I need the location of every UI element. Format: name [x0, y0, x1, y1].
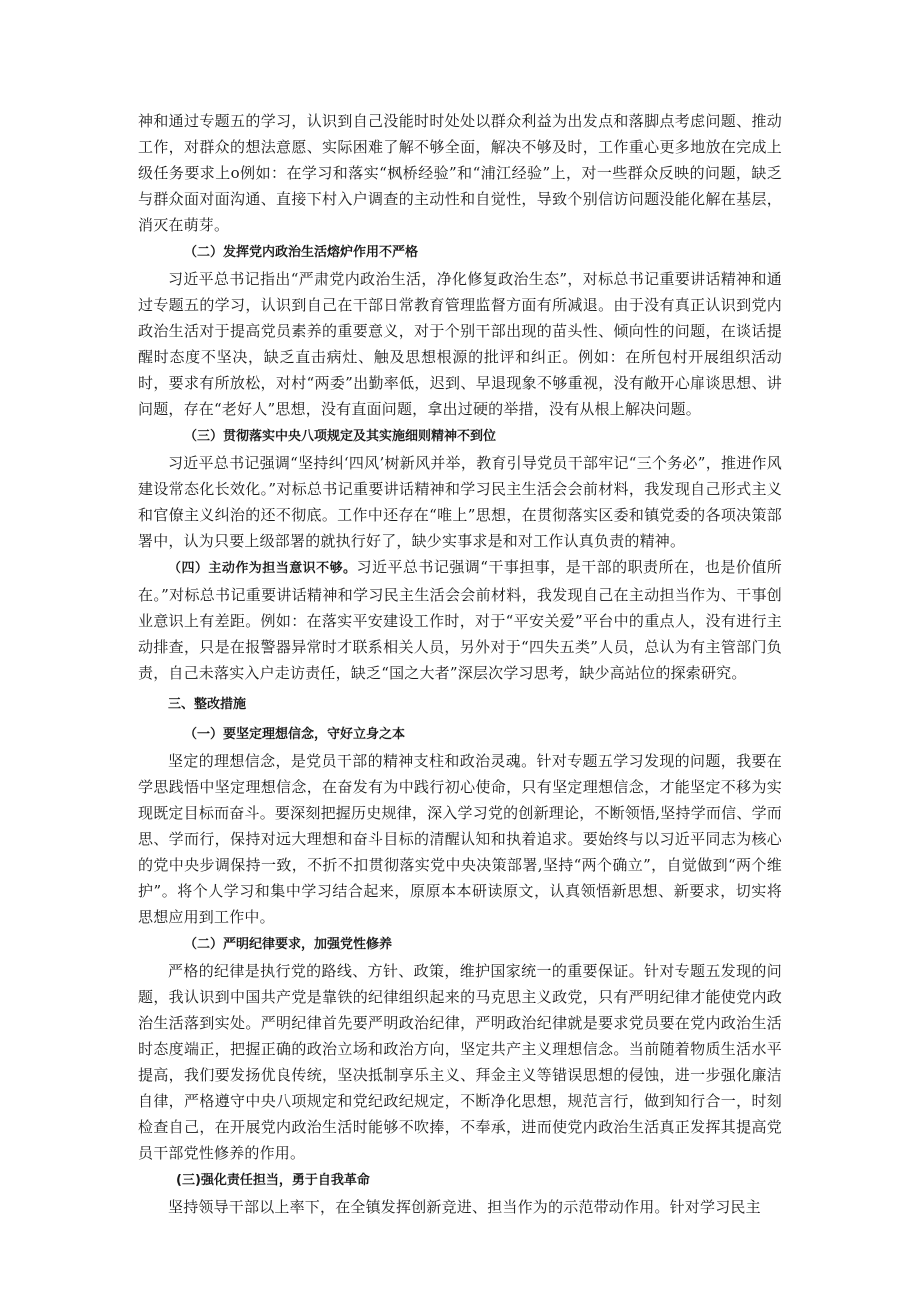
heading-3-eight-rules: （三）贯彻落实中央八项规定及其实施细则精神不到位 — [184, 429, 497, 444]
paragraph-initiative — [138, 554, 782, 686]
measure-3-heading: (三)强化责任担当，勇于自我革命 — [176, 1173, 370, 1188]
measure-1-paragraph: 坚定的理想信念，是党员干部的精神支柱和政治灵魂。针对专题五学习发现的问题，我要在学思践悟中坚定理想信念，在奋发有为中践行初心使命，只有坚定理想信念，才能坚定不移为实现既定目标而奋斗。要深刻把握历史规律，深入学习党的创新理论，不断领悟,坚持学而信、学而思、学而行，保持对远大理想和奋斗目标的清醒认知和执着追求。要始终与以习近平同志为核心的党中央步调保持一致，不折不扣贯彻落实党中央决策部署,坚持“两个确立”，自觉做到“两个维护”。将个人学习和集中学习结合起来，原原本本研读原文，认真领悟新思想、新要求，切实将思想应用到工作中。 — [138, 752, 782, 926]
section-title-rectification: 三、整改措施 — [168, 697, 247, 712]
paragraph-continued: 神和通过专题五的学习，认识到自己没能时时处处以群众利益为出发点和落脚点考虑问题、推动工作，对群众的想法意愿、实际困难了解不够全面，解决不够及时，工作重心更多地放在完成上级任务要求上o例如：在学习和落实“枫桥经验”和“浦江经验”上，对一些群众反映的问题，缺乏与群众面对面沟通、直接下村入户调查的主动性和自觉性，导致个别信访问题没能化解在基层，消灭在萌芽。 — [138, 112, 782, 234]
document-page — [138, 108, 782, 1220]
paragraph-initiative-text: 习近平总书记强调“干事担事，是干部的职责所在，也是价值所在。”对标总书记重要讲话精神和学习民主生活会会前材料，我发现自己在主动担当作为、干事创业意识上有差距。例如：在落实平安建设工作时，对于“平安关爱”平台中的重点人，没有进行主动排查，只是在报警器异常时才联系相关人员，另外对于“四失五类”人员，总认为有主管部门负责，自己未落实入户走访责任，缺乏“国之大者”深层次学习思考，缺少高站位的探索研究。 — [138, 558, 782, 682]
measure-2-paragraph: 严格的纪律是执行党的路线、方针、政策，维护国家统一的重要保证。针对专题五发现的问题，我认识到中国共产党是靠铁的纪律组织起来的马克思主义政党，只有严明纪律才能使党内政治生活落到实处。严明纪律首先要严明政治纪律，严明政治纪律就是要求党员要在党内政治生活时态度端正，把握正确的政治立场和政治方向，坚定共产主义理想信念。当前随着物质生活水平提高，我们要发扬优良传统，坚决抵制享乐主义、拜金主义等错误思想的侵蚀，进一步强化廉洁自律，严格遵守中央八项规定和党纪政纪规定，不断净化思想，规范言行，做到知行合一，时刻检查自己，在开展党内政治生活时能够不吹捧，不奉承，进而使党内政治生活真正发挥其提高党员干部党性修养的作用。 — [138, 962, 782, 1162]
heading-4-initiative: （四）主动作为担当意识不够。 — [168, 561, 357, 576]
measure-1-heading: （一）要坚定理想信念，守好立身之本 — [184, 727, 406, 742]
heading-2-political-life: （二）发挥党内政治生活熔炉作用不严格 — [184, 245, 419, 260]
paragraph-eight-rules: 习近平总书记强调“坚持纠‘四风’树新风并举，教育引导党员干部牢记“三个务必”，推进作风建设常态化长效化。”对标总书记重要讲话精神和学习民主生活会会前材料，我发现自己形式主义和官僚主义纠治的还不彻底。工作中还存在“唯上”思想，在贯彻落实区委和镇党委的各项决策部署中，认为只要上级部署的就执行好了，缺少实事求是和对工作认真负责的精神。 — [138, 454, 782, 550]
paragraph-political-life: 习近平总书记指出“严肃党内政治生活，净化修复政治生态”，对标总书记重要讲话精神和通过专题五的学习，认识到自己在干部日常教育管理监督方面有所减退。由于没有真正认识到党内政治生活对于提高党员素养的重要意义，对于个别干部出现的苗头性、倾向性的问题，在谈话提醒时态度不坚决，缺乏直击病灶、触及思想根源的批评和纠正。例如：在所包村开展组织活动时，要求有所放松，对村“两委”出勤率低，迟到、早退现象不够重视，没有敞开心扉谈思想、讲问题，存在“老好人”思想，没有直面问题，拿出过硬的举措，没有从根上解决问题。 — [138, 270, 782, 418]
measure-3-paragraph: 坚持领导干部以上率下，在全镇发挥创新竞进、担当作为的示范带动作用。针对学习民主 — [168, 1198, 761, 1216]
measure-2-heading: （二）严明纪律要求，加强党性修养 — [184, 937, 393, 952]
